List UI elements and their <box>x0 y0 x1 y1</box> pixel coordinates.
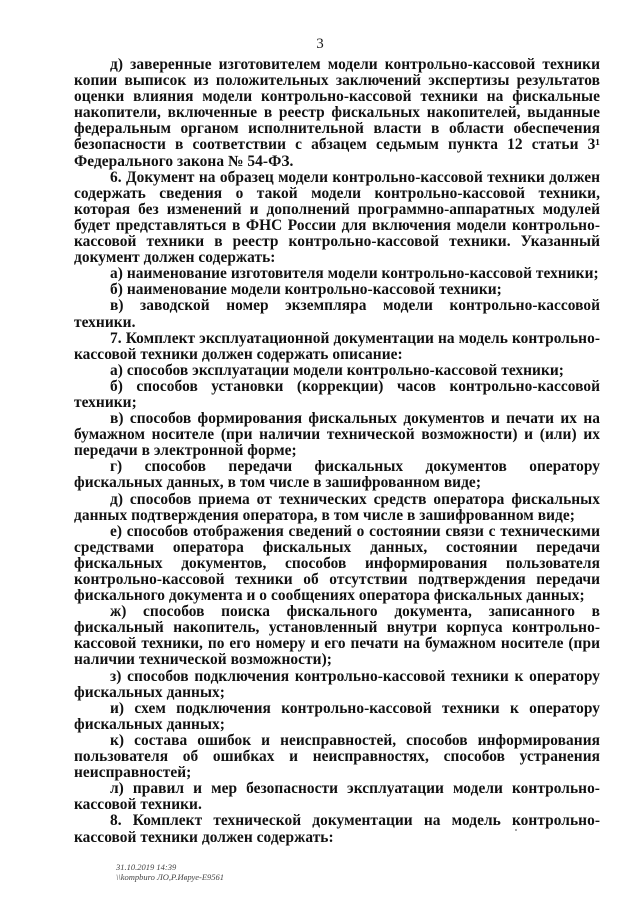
paragraph-6-sample-document: 6. Документ на образец модели контрольно-кассовой техники должен содержать сведения о такой модели контрольно-кассовой техники, которая без изменений и дополнений программно-аппаратных модулей будет представляться в ФНС России для включения модели контрольно-кассовой техники в реестр контрольно-кассовой техники. Указанный документ должен содержать: <box>74 168 600 267</box>
footer-timestamp: 31.10.2019 14:39 <box>116 862 177 872</box>
paragraph-7-operational-docs: 7. Комплект эксплуатационной документации на модель контрольно-кассовой техники должен содержать описание: <box>74 329 600 363</box>
document-footer-stamp <box>116 862 224 882</box>
footer-file-path: \\kompburo ЛО,Р.Ивруе-Е9561 <box>116 872 225 882</box>
list-item-7e: е) способов отображения сведений о состоянии связи с техническими средствами оператора фискальных данных, состоянии передачи фискальных документов, способов информирования пользователя контрольно-кассовой техники об отсутствии подтверждения передачи фискального документа и о сообщениях оператора фискальных данных; <box>74 522 600 605</box>
list-item-7a: а) способов эксплуатации модели контрольно-кассовой техники; <box>110 361 564 379</box>
list-item-7k: к) состава ошибок и неисправностей, способов информирования пользователя об ошибках и неисправностях, способов устранения неисправностей; <box>74 731 600 782</box>
scan-speck <box>515 829 517 831</box>
paragraph-8-technical-docs: 8. Комплект технической документации на модель контрольно-кассовой техники должен содержать: <box>74 812 600 846</box>
page-number: 3 <box>316 36 324 52</box>
list-item-6v: в) заводской номер экземпляра модели контрольно-кассовой техники. <box>74 297 600 331</box>
list-item-7i: и) схем подключения контрольно-кассовой техники к оператору фискальных данных; <box>74 699 600 733</box>
list-item-7g: г) способов передачи фискальных документов оператору фискальных данных, в том числе в зашифрованном виде; <box>74 458 600 492</box>
paragraph-d-expert-copies: д) заверенные изготовителем модели контрольно-кассовой техники копии выписок из положительных заключений экспертизы результатов оценки влияния модели контрольно-кассовой техники на фискальные накопители, включенные в реестр фискальных накопителей, выданные федеральным органом исполнительной власти в области обеспечения безопасности в соответствии с абзацем седьмым пункта 12 статьи 3¹ Федерального закона № 54-ФЗ. <box>74 56 600 170</box>
list-item-7b: б) способов установки (коррекции) часов контрольно-кассовой техники; <box>74 377 600 411</box>
list-item-7d: д) способов приема от технических средств оператора фискальных данных подтверждения оператора, в том числе в зашифрованном виде; <box>74 490 600 524</box>
list-item-6b: б) наименование модели контрольно-кассовой техники; <box>110 281 502 299</box>
list-item-7z: з) способов подключения контрольно-кассовой техники к оператору фискальных данных; <box>74 667 600 701</box>
list-item-6a: а) наименование изготовителя модели контрольно-кассовой техники; <box>110 265 599 283</box>
document-body <box>74 57 600 846</box>
list-item-7v: в) способов формирования фискальных документов и печати их на бумажном носителе (при наличии технической возможности) и (или) их передачи в электронной форме; <box>74 410 600 460</box>
list-item-7zh: ж) способов поиска фискального документа, записанного в фискальный накопитель, установленный внутри корпуса контрольно-кассовой техники, по его номеру и его печати на бумажном носителе (при наличии технической возможности); <box>74 603 600 669</box>
list-item-7l: л) правил и мер безопасности эксплуатации модели контрольно-кассовой техники. <box>74 780 600 814</box>
